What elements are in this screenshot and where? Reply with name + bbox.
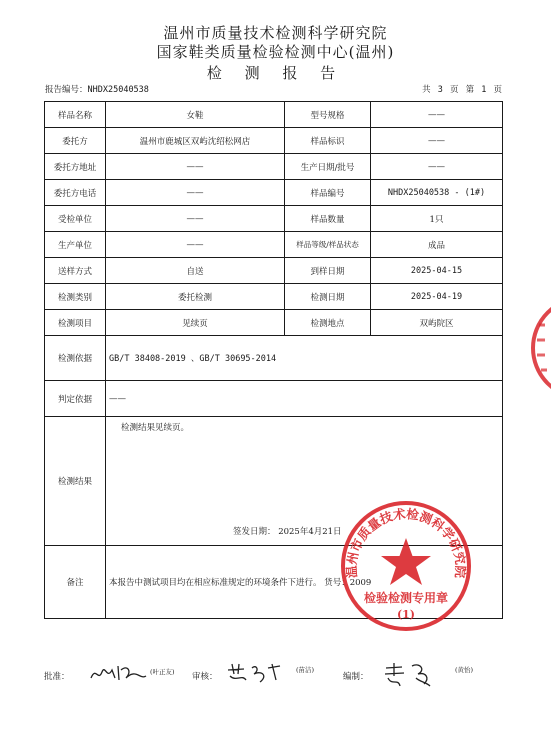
stamp-subtext: 检验检测专用章 xyxy=(363,591,449,605)
field-label: 检测地点 xyxy=(285,310,371,336)
approve-label: 批准： xyxy=(44,672,70,682)
field-value: NHDX25040538 - (1#) xyxy=(371,180,503,206)
field-value: 1只 xyxy=(371,206,503,232)
field-value: 委托检测 xyxy=(106,284,285,310)
field-value: 自送 xyxy=(106,258,285,284)
field-value: —— xyxy=(371,128,503,154)
field-label: 型号规格 xyxy=(285,102,371,128)
table-row xyxy=(45,232,503,258)
review-label: 审核： xyxy=(192,672,218,682)
sign-date: 签发日期： 2025年4月21日 xyxy=(233,527,342,537)
page-info: 共 3 页 第 1 页 xyxy=(422,85,503,95)
field-label: 委托方地址 xyxy=(45,154,106,180)
report-number: 报告编号：NHDX25040538 xyxy=(45,85,149,95)
stamp-org-text: 温州市质量技术检测科学研究院 xyxy=(343,506,469,579)
inspection-stamp xyxy=(338,498,474,634)
field-value: 双屿院区 xyxy=(371,310,503,336)
field-label: 判定依据 xyxy=(45,381,106,417)
field-value: —— xyxy=(106,232,285,258)
field-value: GB/T 38408-2019 、GB/T 30695-2014 xyxy=(106,336,503,381)
field-label: 生产单位 xyxy=(45,232,106,258)
field-value: —— xyxy=(106,154,285,180)
field-label: 检测类别 xyxy=(45,284,106,310)
field-value: 温州市鹿城区双屿沈绍松网店 xyxy=(106,128,285,154)
field-label: 检测结果 xyxy=(45,417,106,546)
table-row xyxy=(45,154,503,180)
field-value: 女鞋 xyxy=(106,102,285,128)
reviewer-signature xyxy=(224,660,286,686)
result-text: 检测结果见续页。 xyxy=(121,423,190,433)
field-value: 2025-04-15 xyxy=(371,258,503,284)
field-value: 成品 xyxy=(371,232,503,258)
table-row xyxy=(45,381,503,417)
field-value: —— xyxy=(106,180,285,206)
field-label: 检测依据 xyxy=(45,336,106,381)
approver-signature xyxy=(88,660,150,686)
field-label: 检测项目 xyxy=(45,310,106,336)
table-row xyxy=(45,180,503,206)
field-label: 样品标识 xyxy=(285,128,371,154)
report-title: 检 测 报 告 xyxy=(206,64,345,82)
field-label: 检测日期 xyxy=(285,284,371,310)
field-label: 样品编号 xyxy=(285,180,371,206)
field-label: 到样日期 xyxy=(285,258,371,284)
compile-label: 编制： xyxy=(343,672,369,682)
star-icon xyxy=(381,538,431,585)
field-label: 委托方电话 xyxy=(45,180,106,206)
field-value: 本报告中测试项目均在相应标准规定的环境条件下进行。 货号：2009 xyxy=(106,546,503,619)
field-label: 备注 xyxy=(45,546,106,619)
table-row xyxy=(45,206,503,232)
field-label: 委托方 xyxy=(45,128,106,154)
field-label: 样品等级/样品状态 xyxy=(285,232,371,258)
field-label: 送样方式 xyxy=(45,258,106,284)
compiler-name: (黄怡) xyxy=(455,666,474,674)
field-value: —— xyxy=(106,381,503,417)
field-value: —— xyxy=(106,206,285,232)
table-row xyxy=(45,336,503,381)
table-row xyxy=(45,128,503,154)
table-row xyxy=(45,102,503,128)
table-row xyxy=(45,258,503,284)
table-row xyxy=(45,310,503,336)
field-label: 样品数量 xyxy=(285,206,371,232)
reviewer-name: (苗洁) xyxy=(296,666,315,674)
field-value: 2025-04-19 xyxy=(371,284,503,310)
stamp-number: (1) xyxy=(396,608,416,621)
institute-name: 温州市质量技术检测科学研究院 xyxy=(163,24,388,42)
field-label: 生产日期/批号 xyxy=(285,154,371,180)
compiler-signature xyxy=(380,660,442,690)
field-value: —— xyxy=(371,102,503,128)
field-value: —— xyxy=(371,154,503,180)
center-name: 国家鞋类质量检验检测中心(温州) xyxy=(156,43,395,61)
table-row xyxy=(45,284,503,310)
seam-seal xyxy=(525,295,551,401)
field-label: 受检单位 xyxy=(45,206,106,232)
approver-name: (叶正友) xyxy=(150,668,175,676)
field-label: 样品名称 xyxy=(45,102,106,128)
field-value: 见续页 xyxy=(106,310,285,336)
